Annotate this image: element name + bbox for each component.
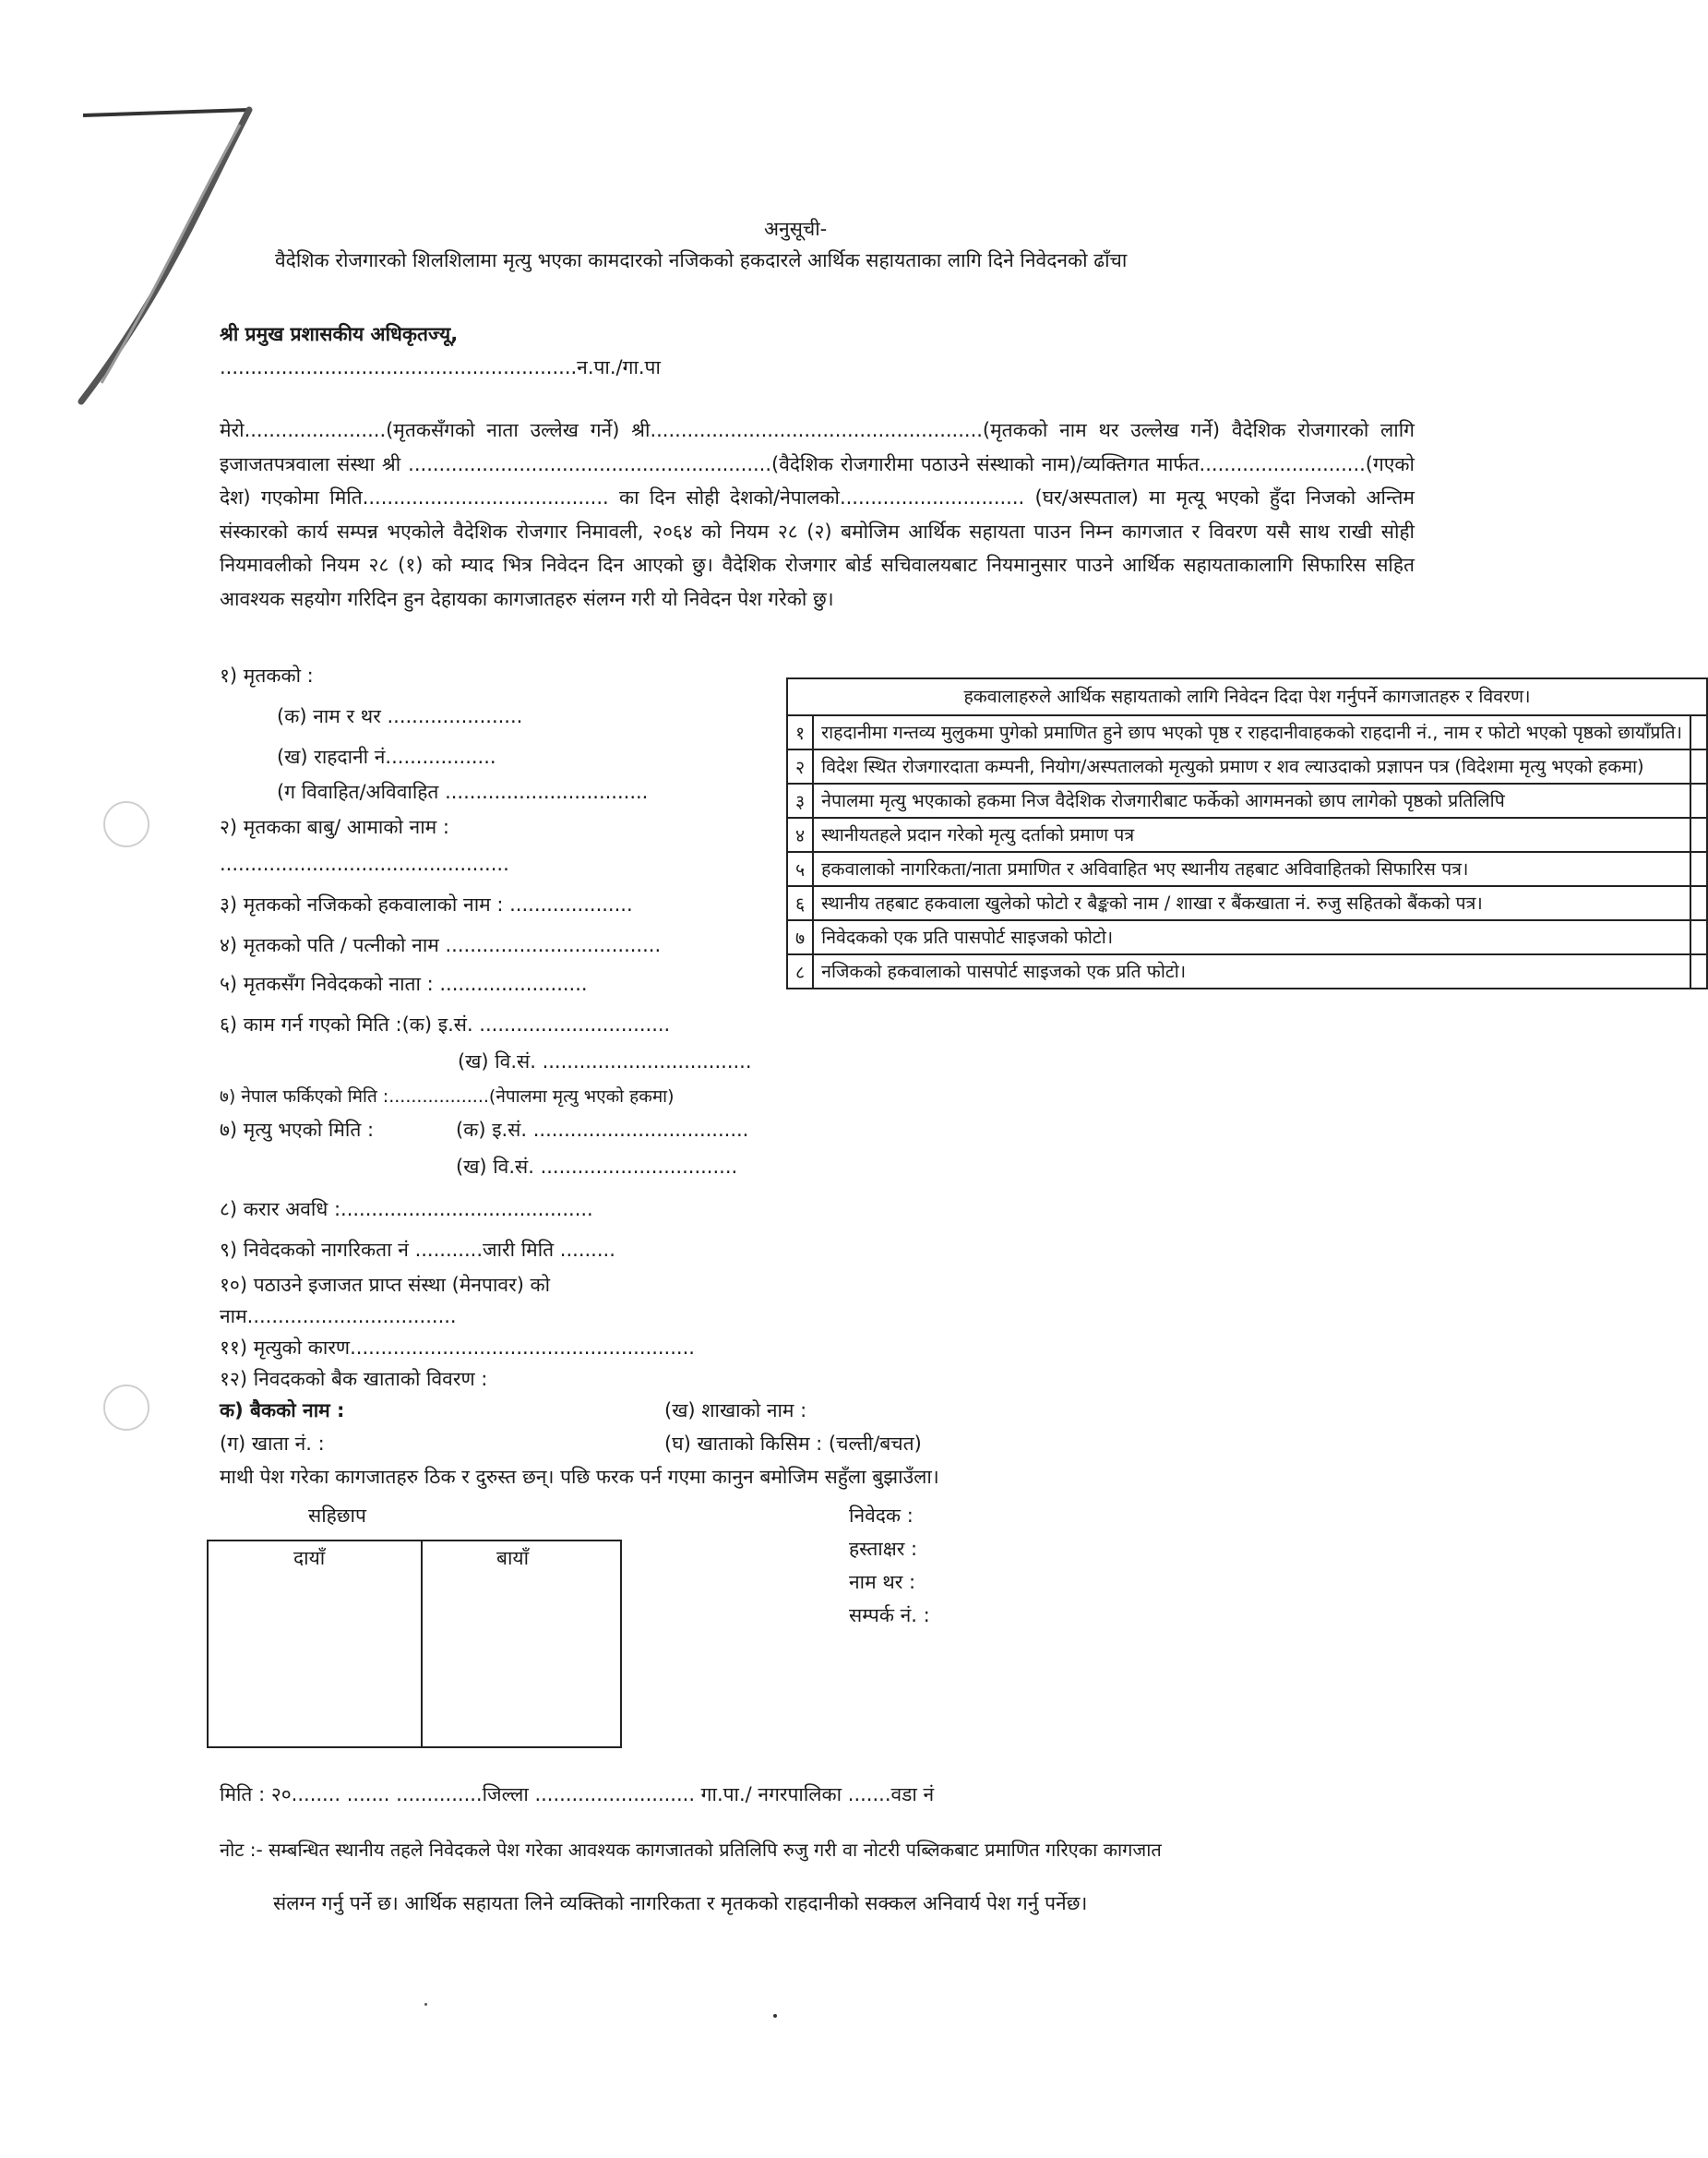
field-marital-status: (ग विवाहित/अविवाहित ................................. [277,781,649,803]
document-row [787,954,1707,989]
field-manpower-agency: १०) पठाउने इजाजत प्राप्त संस्था (मेनपावर) को [220,1274,551,1296]
field-manpower-agency-name: नाम.................................. [220,1305,457,1327]
field-account-type: (घ) खाताको किसिम : (चल्ती/बचत) [664,1433,922,1455]
applicant-name: नाम थर : [849,1571,916,1593]
scan-speck [424,2003,427,2006]
document-row-check [1690,886,1707,920]
field-departure-date-ad: ६) काम गर्न गएको मिति :(क) इ.सं. ............................... [220,1013,671,1036]
thumbprint-left-label: बायाँ [496,1547,530,1569]
field-deceased-name: (क) नाम र थर ...................... [277,705,523,727]
field-death-date-bs: (ख) वि.सं. ................................ [456,1156,738,1178]
document-row-text: स्थानीयतहले प्रदान गरेको मृत्यु दर्ताको प्रमाण पत्र [813,818,1690,852]
declaration-text: माथी पेश गरेका कागजातहरु ठिक र दुरुस्त छन्। पछि फरक पर्न गएमा कानुन बमोजिम सहुँला बुझाउँला। [220,1466,939,1488]
document-row-number: ३ [787,784,813,818]
field-death-date: ७) मृत्यु भएको मिति : [220,1119,375,1141]
document-row-number: ७ [787,920,813,954]
document-row-text: विदेश स्थित रोजगारदाता कम्पनी, नियोग/अस्पतालको मृत्युको प्रमाण र शव ल्याउदाको प्रज्ञापन पत्र (विदेशमा मृत्यु भएको हकमा) [813,749,1690,784]
thumbprint-box [207,1540,622,1748]
field-contract-period: ८) करार अवधि :......................................... [220,1198,593,1220]
document-row-check [1690,749,1707,784]
field-branch-name: (ख) शाखाको नाम : [664,1399,807,1421]
form-title: वैदेशिक रोजगारको शिलशिलामा मृत्यु भएका कामदारको नजिकको हकदारले आर्थिक सहायताका लागि दिने निवेदनको ढाँचा [275,249,1128,271]
annex-label: अनुसूची- [764,218,828,240]
punch-hole-top [103,801,149,847]
document-row [787,715,1707,749]
document-row-check [1690,715,1707,749]
document-row-number: २ [787,749,813,784]
thumbprint-right-label: दायाँ [293,1547,326,1569]
documents-table-heading: हकवालाहरुले आर्थिक सहायताको लागि निवेदन दिदा पेश गर्नुपर्ने कागजातहरु र विवरण। [787,678,1707,715]
field-death-date-ad: (क) इ.सं. ................................... [456,1119,749,1141]
document-row-text: नजिकको हकवालाको पासपोर्ट साइजको एक प्रति फोटो। [813,954,1690,989]
document-row-number: १ [787,715,813,749]
field-cause-of-death: ११) मृत्युको कारण........................................................ [220,1337,695,1359]
document-row-check [1690,954,1707,989]
document-row [787,784,1707,818]
field-return-date: ७) नेपाल फर्किएको मिति :..................(नेपालमा मृत्यु भएको हकमा) [220,1086,675,1107]
document-row-number: ६ [787,886,813,920]
document-row-text: हकवालाको नागरिकता/नाता प्रमाणित र अविवाहित भए स्थानीय तहबाट अविवाहितको सिफारिस पत्र। [813,852,1690,886]
punch-hole-bottom [103,1385,149,1431]
field-passport-no: (ख) राहदानी नं.................. [277,746,496,768]
field-bank-name: क) बैकको नाम : [220,1399,345,1421]
applicant-contact: सम्पर्क नं. : [849,1604,930,1626]
field-parents-name: २) मृतकका बाबु/ आमाको नाम : [220,816,449,838]
field-parents-name-dots: ............................................... [220,853,509,875]
document-row-number: ५ [787,852,813,886]
document-row-check [1690,784,1707,818]
document-row-text: निवेदकको एक प्रति पासपोर्ट साइजको फोटो। [813,920,1690,954]
document-row-text: राहदानीमा गन्तव्य मुलुकमा पुगेको प्रमाणित हुने छाप भएको पृष्ठ र राहदानीवाहकको राहदानी नं., नाम र फोटो भएको पृष्ठको छायाँप्रति। [813,715,1690,749]
application-body: मेरो.......................(मृतकसँगको नाता उल्लेख गर्ने) श्री......................................................(मृतकको नाम थर उल्लेख गर्ने) वैदेशिक रोजगारको लागि इजाजतपत्रवाला संस्था श्री ...........................................................(वैदेशिक रोजगारीमा पठाउने संस्थाको नाम)/व्यक्तिगत मार्फत...........................(गएको देश) गएकोमा मिति........................................ का दिन सोही देशको/नेपालको.............................. (घर/अस्पताल) मा मृत्यू भएको हुँदा निजको अन्तिम संस्कारको कार्य सम्पन्न भएकोले वैदेशिक रोजगार निमावली, २०६४ को नियम २८ (२) बमोजिम आर्थिक सहायता पाउन निम्न कागजात र विवरण यसै साथ राखी सोही नियमावलीको नियम २८ (१) को म्याद भित्र निवेदन दिन आएको छु। वैदेशिक रोजगार बोर्ड सचिवालयबाट नियमानुसार पाउने आर्थिक सहायताकालागि सिफारिस सहित आवश्यक सहयोग गरिदिन हुन देहायका कागजातहरु संलग्न गरी यो निवेदन पेश गरेको छु। [220,419,1415,610]
document-row-check [1690,920,1707,954]
field-bank-details: १२) निवदकको बैक खाताको विवरण : [220,1368,488,1390]
note-line-1: नोट :- सम्बन्धित स्थानीय तहले निवेदकले पेश गरेका आवश्यक कागजातको प्रतिलिपि रुजु गरी वा नोटरी पब्लिकबाट प्रमाणित गरिएका कागजात [220,1839,1162,1861]
field-nearest-heir: ३) मृतकको नजिकको हकवालाको नाम : .................... [220,893,633,916]
document-row-check [1690,818,1707,852]
thumbprint-divider [421,1541,423,1746]
field-relation: ५) मृतकसँग निवेदकको नाता : ........................ [220,973,588,995]
document-row [787,852,1707,886]
document-row [787,886,1707,920]
document-row-text: स्थानीय तहबाट हकवाला खुलेको फोटो र बैङ्कको नाम / शाखा र बैंकखाता नं. रुजु सहितको बैंकको पत्र। [813,886,1690,920]
document-row-number: ४ [787,818,813,852]
thumbprint-title: सहिछाप [308,1505,366,1527]
field-departure-date-bs: (ख) वि.सं. .................................. [458,1050,752,1073]
document-row-check [1690,852,1707,886]
field-deceased: १) मृतकको : [220,665,314,687]
document-row-text: नेपालमा मृत्यु भएकाको हकमा निज वैदेशिक रोजगारीबाट फर्केको आगमनको छाप लागेको पृष्ठको प्रतिलिपि [813,784,1690,818]
applicant-label: निवेदक : [849,1505,914,1527]
field-spouse-name: ४) मृतकको पति / पत्नीको नाम ................................... [220,934,662,956]
addressee-line: श्री प्रमुख प्रशासकीय अधिकृतज्यू, [220,323,459,345]
applicant-signature: हस्ताक्षर : [849,1538,918,1560]
field-account-no: (ग) खाता नं. : [220,1433,325,1455]
document-row [787,818,1707,852]
date-location-line: मिति : २०........ ....... ..............जिल्ला .......................... गा.पा./ नगरपालिका .......वडा नं [220,1783,935,1805]
scan-speck [773,2014,777,2018]
required-documents-table [786,677,1708,989]
field-citizenship-no: ९) निवेदकको नागरिकता नं ...........जारी मिति ......... [220,1239,615,1261]
document-row [787,749,1707,784]
note-line-2: संलग्न गर्नु पर्ने छ। आर्थिक सहायता लिने व्यक्तिको नागरिकता र मृतकको राहदानीको सक्कल अनिवार्य पेश गर्नु पर्नेछ। [273,1892,1088,1914]
municipality-line: ..........................................................न.पा./गा.पा [220,356,661,378]
document-row-number: ८ [787,954,813,989]
document-row [787,920,1707,954]
